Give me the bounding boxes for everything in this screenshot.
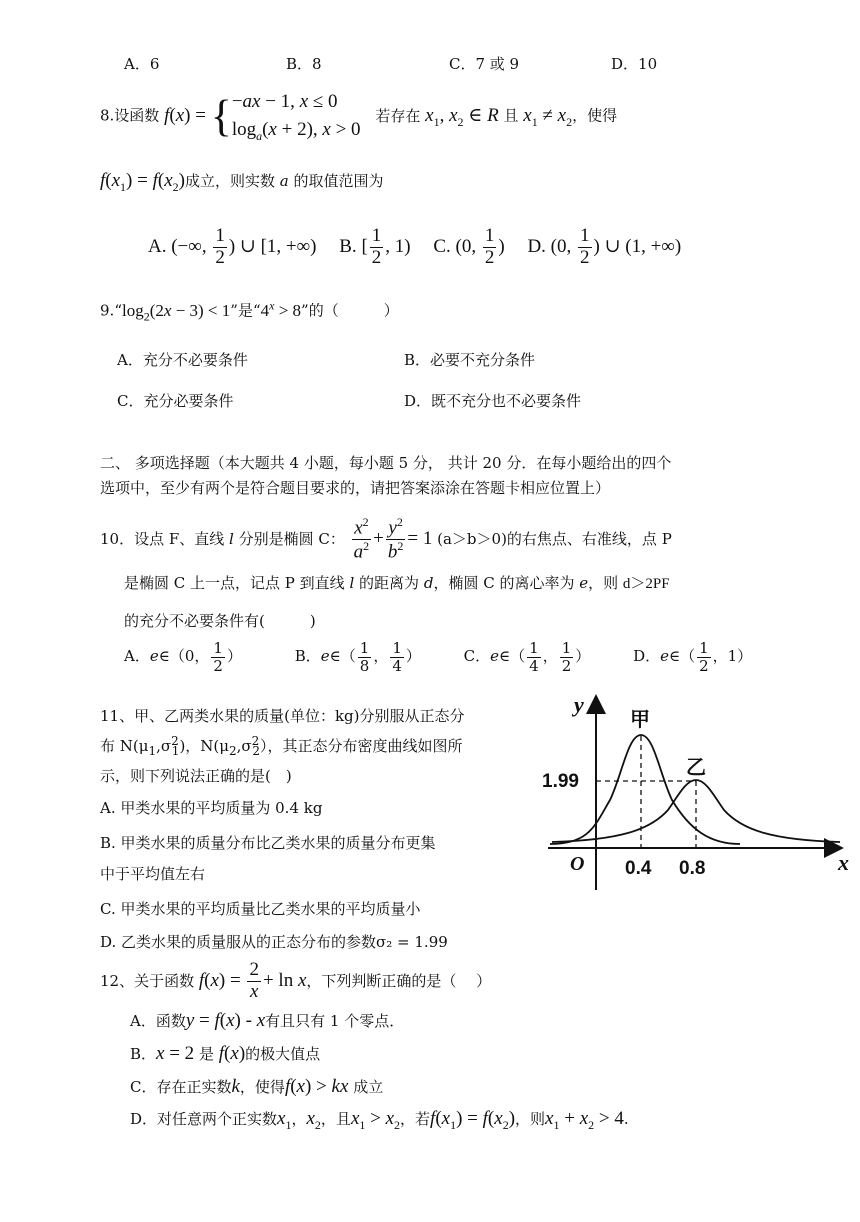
q8-var-a: a: [279, 172, 289, 190]
q9-option-d: D．既不充分也不必要条件: [404, 392, 582, 410]
q9-exp-math: $4^x > 8$: [260, 298, 302, 320]
q10-line1-b: 分别是椭圆 C：: [238, 530, 345, 549]
q10-option-b: B．e∈（ $\frac{1}{8}$ ， $\frac{1}{4}$ ）: [294, 639, 421, 675]
q9-log-math: $\log_2(2x - 3) < 1$: [121, 300, 231, 324]
q12-number: 12、关于函数: [100, 971, 195, 990]
q9-option-c: C．充分必要条件: [117, 392, 234, 410]
q11-option-d: D. 乙类水果的质量服从的正态分布的参数σ₂ = 1.99: [100, 933, 448, 951]
curve-yi-label: 乙: [686, 755, 706, 779]
q10-line2: [124, 572, 670, 593]
q12-tail: ，下列判断正确的是（ ）: [306, 971, 492, 990]
q9-is-text: ”是“: [230, 301, 261, 320]
q8-options: [148, 226, 681, 269]
q12-option-d: D．对任意两个正实数$x_1$，$x_2$，且$x_1 > x_2$，若$f(x_1) = f(x_2)$，则$x_1 + x_2 > 4$.: [130, 1108, 629, 1132]
graph-origin-label: O: [570, 853, 585, 875]
q12-option-b: B．x = 2 是 f(x)的极大值点: [130, 1043, 321, 1064]
q9-stem: [100, 298, 399, 324]
q11-density-graph: [540, 690, 856, 890]
q12-stem: [100, 960, 491, 1003]
q10-line2-b: 的距离为: [359, 574, 420, 592]
q10-options: [124, 640, 752, 674]
q10-line1-a: 10．设点 F、直线: [100, 530, 225, 549]
q8-line2-tail: 的取值范围为: [293, 172, 384, 190]
q11-option-c: C. 甲类水果的平均质量比乙类水果的平均质量小: [100, 900, 421, 918]
q8-eq-math: $f(x_1) = f(x_2)$: [100, 170, 185, 194]
q12-option-c: C．存在正实数k，使得f(x) > kx 成立: [130, 1076, 384, 1097]
q9-number: 9.: [100, 301, 115, 320]
q8-cond-math: $x_1$, $x_2$ ∈ R: [425, 104, 499, 129]
q10-line-l: l: [229, 530, 234, 549]
q11-option-a: A. 甲类水果的平均质量为 0.4 kg: [100, 799, 323, 817]
q11-line2-b: ），其正态分布密度曲线如图所: [259, 737, 463, 755]
q12-function: f(x) = $\frac{2}{x}$ + ln x: [198, 959, 307, 1002]
q7-option-b: B．8: [286, 55, 322, 73]
q8-line2-text: 成立，则实数: [184, 172, 275, 190]
graph-x-label: x: [838, 850, 849, 875]
q8-then-text: ，使得: [572, 106, 618, 125]
q7-option-a: A．6: [124, 55, 160, 73]
q10-option-d: D．e∈（ $\frac{1}{2}$ ，1）: [633, 639, 753, 675]
q8-option-a: A. (−∞, $\frac{1}{2}$ ) ∪ [1, +∞): [148, 225, 317, 268]
q10-option-a: A．e∈（0， $\frac{1}{2}$ ）: [124, 639, 242, 675]
q9-open-quote: “: [114, 301, 122, 320]
q7-option-d: D．10: [611, 55, 658, 73]
q10-line3: 的充分不必要条件有( ): [124, 612, 316, 630]
q10-option-c: C．e∈（ $\frac{1}{4}$ ， $\frac{1}{2}$ ）: [463, 639, 591, 675]
q8-option-d: D. (0, $\frac{1}{2}$ ) ∪ (1, +∞): [527, 225, 682, 268]
q8-cond-text: 若存在: [375, 106, 421, 125]
q8-option-b: B. [ $\frac{1}{2}$ , 1): [339, 225, 411, 268]
q10-ellipse-math: $\frac{x^2}{a^2}$ + $\frac{y^2}{b^2}$ = 1: [353, 515, 433, 563]
q11-option-b2: 中于平均值左右: [100, 865, 206, 883]
q10-line1: [100, 516, 672, 563]
curve-jia-label: 甲: [630, 707, 650, 731]
q11-line1: 11、甲、乙两类水果的质量(单位：kg)分别服从正态分: [100, 707, 465, 725]
q8-neq-math: $x_1 \ne x_2$: [523, 104, 573, 129]
q10-var-e: e: [579, 574, 589, 592]
graph-y-tick: 1.99: [542, 771, 579, 792]
q8-number: 8.设函数: [100, 106, 160, 125]
q8-and-text: 且: [503, 106, 519, 125]
q12-option-a: A．函数y = f(x) - x有且只有 1 个零点．: [130, 1010, 405, 1031]
graph-y-label: y: [574, 692, 584, 717]
q7-option-c: C．7 或 9: [449, 55, 520, 73]
q11-line2-a: 布 N(μ: [100, 737, 149, 755]
q10-line2-a: 是椭圆 C 上一点，记点 P 到直线: [124, 574, 345, 592]
q11-line3: 示，则下列说法正确的是( ): [100, 767, 292, 785]
q8-line1: [100, 88, 617, 145]
q8-option-c: C. (0, $\frac{1}{2}$ ): [433, 225, 505, 268]
q11-option-b1: B. 甲类水果的质量分布比乙类水果的质量分布更集: [100, 834, 436, 852]
q10-line1-c: (a＞b＞0)的右焦点、右准线，点 P: [437, 530, 672, 549]
q9-tail: ”的（ ）: [301, 301, 399, 320]
q8-line2: [100, 170, 384, 195]
graph-x-tick-2: 0.8: [679, 858, 706, 879]
q11-line2: 布 $N(\mu_1,\sigma^2_1)$，$N(\mu_2,\sigma^2_2)$，其正态分布密度曲线如图所: [100, 734, 463, 758]
q10-var-d: d: [423, 574, 434, 592]
q10-line2-c: ，椭圆 C 的离心率为: [433, 574, 575, 592]
q9-option-b: B．必要不充分条件: [404, 351, 536, 369]
section2-line2: 选项中，至少有两个是符合题目要求的，请把答案添涂在答题卡相应位置上）: [100, 479, 611, 497]
graph-x-tick-1: 0.4: [625, 858, 652, 879]
q10-line2-d: ，则: [588, 574, 619, 592]
q10-line2-e: d＞2PF: [622, 576, 670, 592]
q10-line-l2: l: [349, 574, 355, 592]
q8-function: f(x) = { −ax − 1, x ≤ 0 $\log_a(x + 2)$, x > 0: [164, 91, 361, 143]
section2-line1: 二、 多项选择题（本大题共 4 小题，每小题 5 分， 共计 20 分．在每小题给出的四个: [100, 454, 672, 472]
q9-option-a: A．充分不必要条件: [117, 351, 248, 369]
